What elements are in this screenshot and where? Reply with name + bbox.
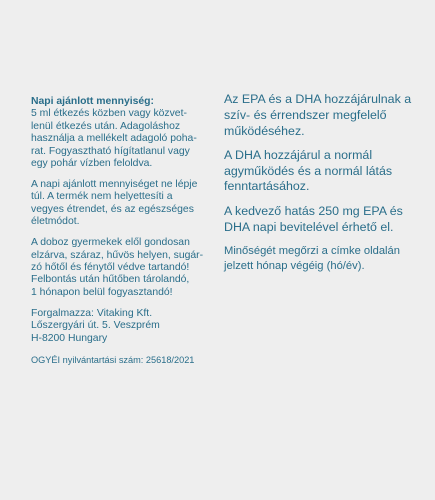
claim-line: A kedvező hatás 250 mg EPA és — [224, 203, 403, 218]
storage-line: A doboz gyermekek elől gondosan — [31, 237, 190, 249]
claim-line: DHA napi bevitelével érhető el. — [224, 219, 394, 234]
distributor-line: H-8200 Hungary — [31, 332, 108, 344]
distributor-paragraph — [31, 308, 211, 345]
dosage-paragraph — [31, 96, 211, 170]
left-column — [31, 96, 211, 375]
claim-line: szív- és érrendszer megfelelő — [224, 107, 387, 122]
claim-effect-paragraph — [224, 204, 420, 236]
dosage-line: egy pohár vízben feloldva. — [31, 158, 153, 170]
dosage-line: használja a mellékelt adagoló poha- — [31, 133, 197, 145]
registration-number: OGYÉI nyilvántartási szám: 25618/2021 — [31, 354, 195, 365]
storage-line: 1 hónapon belül fogyasztandó! — [31, 286, 173, 298]
claim-dha-paragraph — [224, 148, 420, 195]
warning-line: vegyes étrendet, és az egészséges — [31, 203, 194, 215]
claim-line: fenntartásához. — [224, 179, 310, 194]
storage-line: zó hőtől és fénytől védve tartandó! — [31, 262, 190, 274]
storage-paragraph — [31, 237, 211, 299]
warning-paragraph — [31, 179, 211, 229]
dosage-line: rat. Fogyasztható hígítatlanul vagy — [31, 145, 190, 157]
distributor-line: Lőszergyári út. 5. Veszprém — [31, 320, 160, 332]
distributor-line: Forgalmazza: Vitaking Kft. — [31, 307, 153, 319]
claim-line: működéséhez. — [224, 123, 305, 138]
best-before-line: Minőségét megőrzi a címke oldalán — [224, 244, 400, 257]
dosage-heading: Napi ajánlott mennyiség: — [31, 96, 154, 107]
claim-line: agyműködés és a normál látás — [224, 163, 393, 178]
claim-line: A DHA hozzájárul a normál — [224, 147, 373, 162]
warning-line: A napi ajánlott mennyiséget ne lépje — [31, 179, 198, 191]
right-column — [224, 92, 420, 283]
registration-paragraph — [31, 354, 211, 366]
best-before-line: jelzett hónap végéig (hó/év). — [224, 260, 365, 273]
dosage-line: 5 ml étkezés közben vagy közvet- — [31, 108, 187, 120]
claim-line: Az EPA és a DHA hozzájárulnak a — [224, 92, 412, 106]
storage-line: Felbontás után hűtőben tárolandó, — [31, 274, 190, 286]
storage-line: elzárva, száraz, hűvös helyen, sugár- — [31, 249, 204, 261]
warning-line: életmódot. — [31, 216, 80, 228]
warning-line: túl. A termék nem helyettesíti a — [31, 191, 173, 203]
best-before-paragraph — [224, 244, 420, 274]
claim-epa-dha-paragraph — [224, 92, 420, 139]
dosage-line: lenül étkezés után. Adagoláshoz — [31, 120, 181, 132]
